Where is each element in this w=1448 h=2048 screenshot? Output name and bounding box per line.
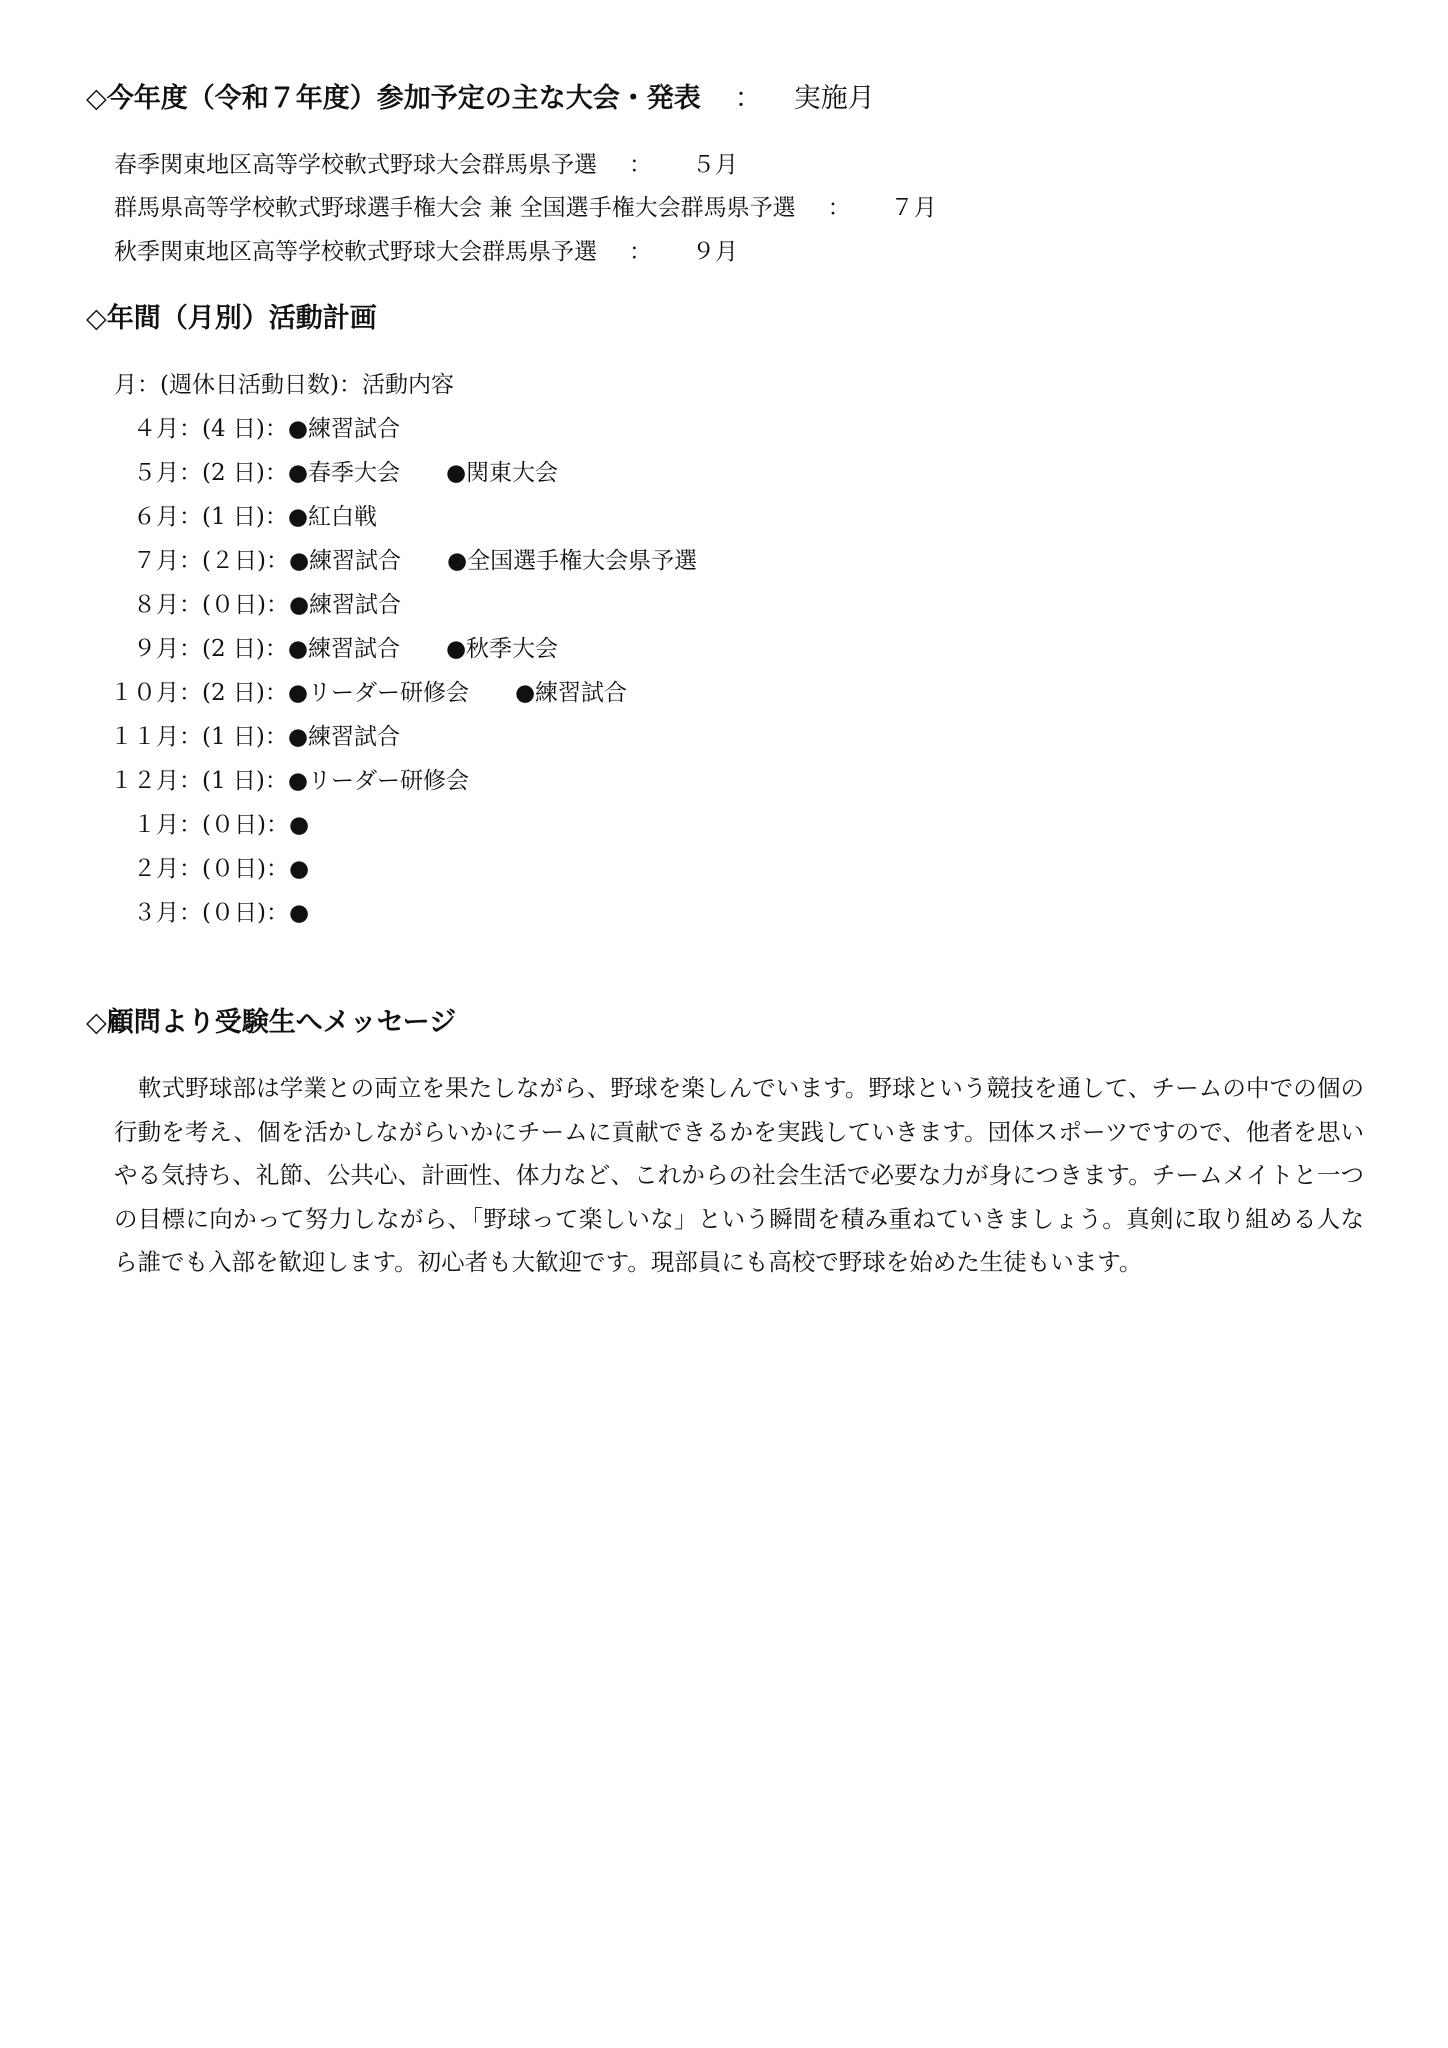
schedule-row	[92, 502, 423, 532]
schedule-row	[92, 414, 446, 444]
schedule-row	[92, 854, 355, 884]
schedule-days: (1 日)：	[202, 504, 288, 530]
schedule-days: (2 日)：	[202, 636, 288, 662]
schedule-activity: ●秋季大会	[445, 636, 559, 662]
schedule-days: (２日)：	[202, 548, 289, 574]
schedule-row	[92, 458, 604, 488]
schedule-month: ７月：	[133, 548, 202, 574]
schedule-month: ８月：	[133, 592, 202, 618]
schedule-header: 月：(週休日活動日数)：活動内容	[114, 372, 454, 398]
event-line	[114, 237, 738, 267]
schedule-activity: ●練習試合	[287, 416, 400, 442]
schedule-days: (０日)：	[202, 900, 289, 926]
event-colon: ：	[827, 195, 851, 221]
message-body: 軟式野球部は学業との両立を果たしながら、野球を楽しんでいます。野球という競技を通して、チームの中での個の行動を考え、個を活かしながらいかにチームに貢献できるかを実践していきます。団体スポーツですので、他者を思いやる気持ち、礼節、公共心、計画性、体力など、これからの社会生活で必要な力が身につきます。チームメイトと一つの目標に向かって努力しながら、「野球って楽しいな」という瞬間を積み重ねていきましょう。真剣に取り組める人なら誰でも入部を歓迎します。初心者も大歓迎です。現部員にも高校で野球を始めた生徒もいます。	[114, 1074, 1364, 1276]
events-section-heading	[86, 79, 875, 119]
schedule-activity: ●	[288, 856, 310, 882]
schedule-activity: ●リーダー研修会	[287, 768, 469, 794]
schedule-month: ６月：	[133, 504, 202, 530]
schedule-month: １月：	[133, 812, 202, 838]
schedule-activity: ●関東大会	[445, 460, 559, 486]
schedule-activity: ●紅白戦	[287, 504, 377, 530]
event-month: ５月	[692, 152, 738, 178]
event-month: ９月	[692, 239, 738, 265]
schedule-month: １１月：	[110, 724, 202, 750]
schedule-days: (2 日)：	[202, 460, 288, 486]
schedule-activity: ●練習試合	[287, 636, 400, 662]
schedule-days: (1 日)：	[202, 768, 288, 794]
event-name: 秋季関東地区高等学校軟式野球大会群馬県予選	[114, 239, 597, 265]
schedule-row	[92, 898, 355, 928]
schedule-activity: ●	[288, 900, 310, 926]
schedule-row	[92, 590, 447, 620]
schedule-days: (2 日)：	[202, 680, 288, 706]
events-heading-colon: ：	[734, 83, 762, 114]
schedule-month: ９月：	[133, 636, 202, 662]
schedule-activity: ●練習試合	[288, 592, 402, 618]
schedule-days: (1 日)：	[202, 724, 288, 750]
schedule-activity: ●練習試合	[287, 724, 400, 750]
event-line	[114, 193, 937, 223]
schedule-month: ３月：	[133, 900, 202, 926]
schedule-month: １０月：	[110, 680, 202, 706]
events-month-column-label: 実施月	[793, 83, 875, 114]
schedule-activity: ●練習試合	[514, 680, 628, 706]
schedule-activity: ●春季大会	[287, 460, 400, 486]
schedule-month: ４月：	[133, 416, 202, 442]
schedule-row	[92, 634, 604, 664]
event-line	[114, 150, 738, 180]
schedule-row	[92, 810, 355, 840]
schedule-days: (4 日)：	[202, 416, 288, 442]
schedule-days: (０日)：	[202, 812, 289, 838]
schedule-row	[92, 722, 446, 752]
schedule-section-title: ◇年間（月別）活動計画	[86, 303, 377, 334]
event-month: ７月	[890, 195, 937, 221]
schedule-days: (０日)：	[202, 856, 289, 882]
schedule-row	[92, 766, 515, 796]
schedule-month: ２月：	[133, 856, 202, 882]
events-section-title: ◇今年度（令和７年度）参加予定の主な大会・発表	[86, 83, 701, 114]
schedule-days: (０日)：	[202, 592, 289, 618]
schedule-row	[92, 678, 673, 708]
schedule-month: １２月：	[110, 768, 202, 794]
schedule-activity: ●全国選手権大会県予選	[447, 548, 698, 574]
schedule-activity: ●	[288, 812, 310, 838]
schedule-activity: ●練習試合	[288, 548, 402, 574]
schedule-month: ５月：	[133, 460, 202, 486]
message-section-title: ◇顧問より受験生へメッセージ	[86, 1007, 457, 1038]
event-name: 群馬県高等学校軟式野球選手権大会 兼 全国選手権大会群馬県予選	[114, 195, 796, 221]
event-name: 春季関東地区高等学校軟式野球大会群馬県予選	[114, 152, 597, 178]
event-colon: ：	[629, 152, 652, 178]
event-colon: ：	[629, 239, 652, 265]
schedule-activity: ●リーダー研修会	[287, 680, 469, 706]
schedule-row	[92, 546, 743, 576]
